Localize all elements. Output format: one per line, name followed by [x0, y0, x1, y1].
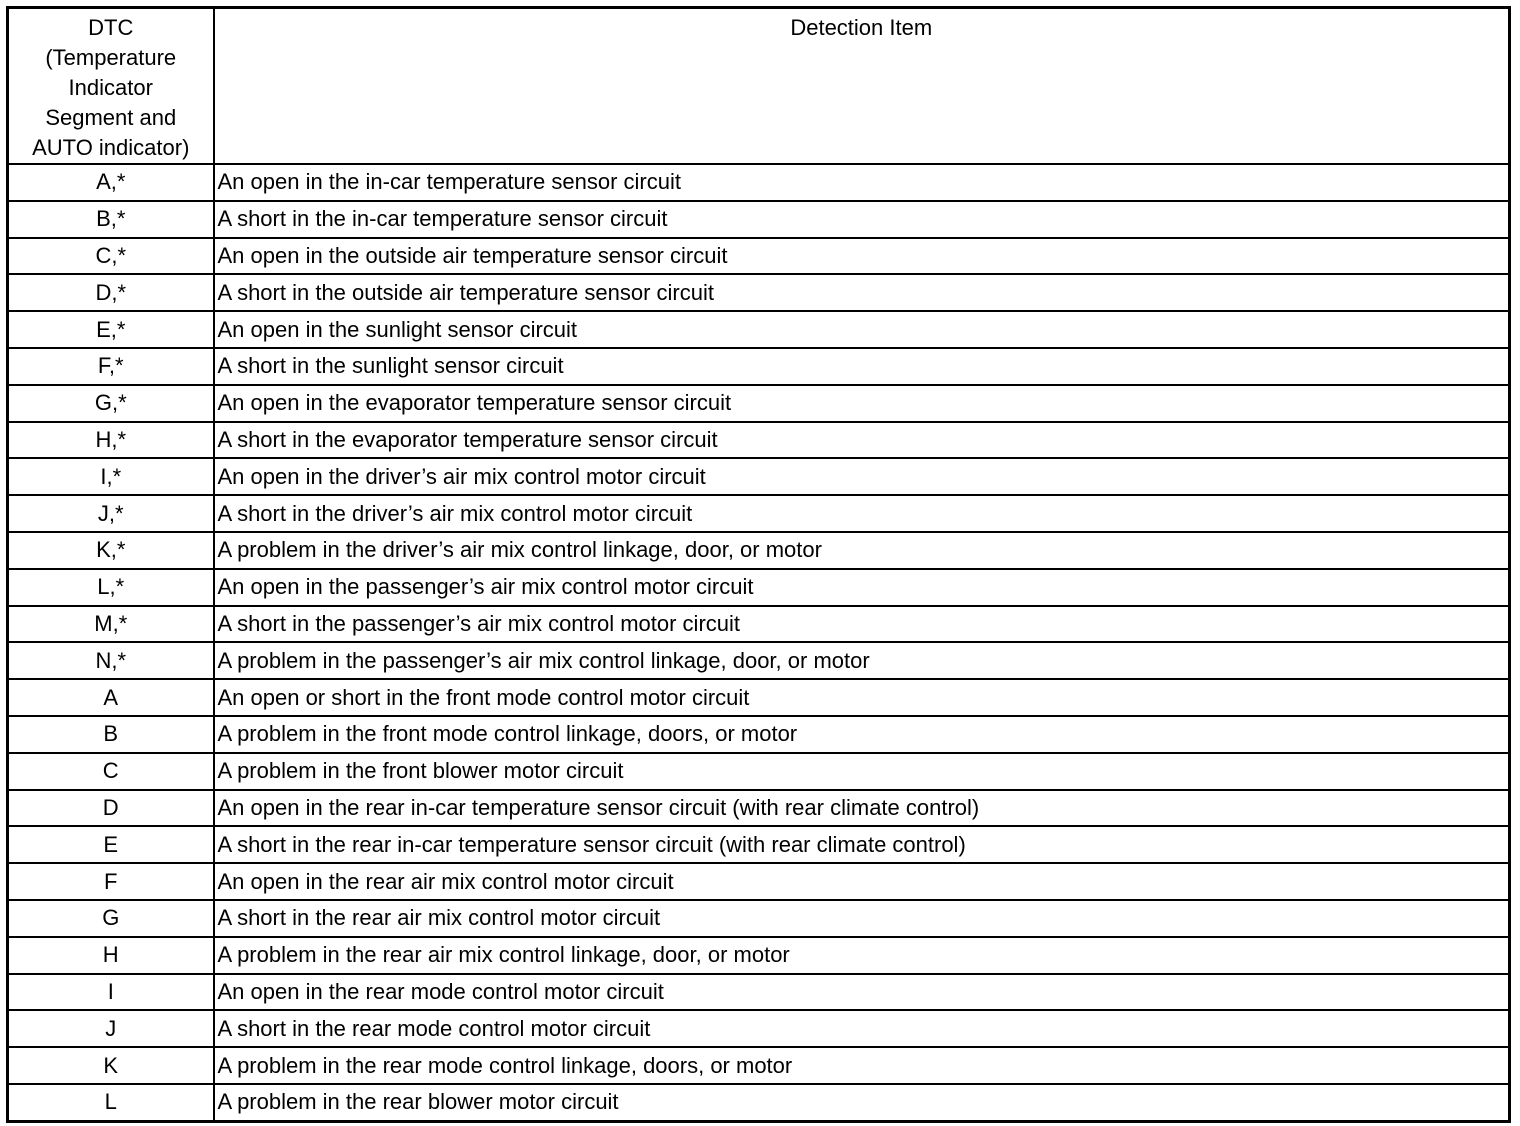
- dtc-code-cell: D: [8, 790, 214, 827]
- detection-item-cell: A problem in the rear air mix control linkage, door, or motor: [214, 937, 1510, 974]
- table-row: [8, 238, 1510, 275]
- table-row: [8, 679, 1510, 716]
- detection-item-cell: A short in the passenger’s air mix control motor circuit: [214, 606, 1510, 643]
- table-row: [8, 716, 1510, 753]
- table-row: [8, 753, 1510, 790]
- dtc-code-cell: L: [8, 1084, 214, 1121]
- dtc-code-cell: J: [8, 1010, 214, 1047]
- detection-item-cell: An open in the driver’s air mix control motor circuit: [214, 458, 1510, 495]
- table-row: [8, 164, 1510, 201]
- dtc-code-cell: H,*: [8, 422, 214, 459]
- dtc-code-cell: N,*: [8, 642, 214, 679]
- table-row: [8, 495, 1510, 532]
- detection-item-cell: A short in the sunlight sensor circuit: [214, 348, 1510, 385]
- dtc-header-line: Indicator: [68, 75, 153, 100]
- dtc-code-cell: I: [8, 974, 214, 1011]
- detection-item-cell: A short in the outside air temperature sensor circuit: [214, 274, 1510, 311]
- dtc-code-cell: J,*: [8, 495, 214, 532]
- detection-item-cell: A short in the rear mode control motor circuit: [214, 1010, 1510, 1047]
- dtc-code-cell: A,*: [8, 164, 214, 201]
- table-row: [8, 274, 1510, 311]
- table-row: [8, 1010, 1510, 1047]
- table-row: [8, 790, 1510, 827]
- detection-item-cell: An open in the rear air mix control motor circuit: [214, 863, 1510, 900]
- detection-item-cell: A short in the rear air mix control motor circuit: [214, 900, 1510, 937]
- dtc-code-cell: M,*: [8, 606, 214, 643]
- dtc-code-cell: K: [8, 1047, 214, 1084]
- detection-item-cell: An open in the evaporator temperature sensor circuit: [214, 385, 1510, 422]
- table-row: [8, 422, 1510, 459]
- detection-item-cell: An open in the rear in-car temperature sensor circuit (with rear climate control): [214, 790, 1510, 827]
- detection-item-cell: An open in the in-car temperature sensor circuit: [214, 164, 1510, 201]
- dtc-table: [6, 6, 1511, 1123]
- table-row: [8, 458, 1510, 495]
- dtc-header-line: (Temperature: [45, 45, 177, 70]
- table-row: [8, 937, 1510, 974]
- dtc-header-line: Segment and: [45, 105, 177, 130]
- dtc-code-cell: E: [8, 826, 214, 863]
- detection-item-cell: A problem in the passenger’s air mix control linkage, door, or motor: [214, 642, 1510, 679]
- dtc-code-cell: G: [8, 900, 214, 937]
- table-row: [8, 642, 1510, 679]
- table-row: [8, 863, 1510, 900]
- detection-item-cell: An open or short in the front mode control motor circuit: [214, 679, 1510, 716]
- detection-item-cell: An open in the passenger’s air mix control motor circuit: [214, 569, 1510, 606]
- detection-item-cell: An open in the rear mode control motor circuit: [214, 974, 1510, 1011]
- dtc-header-line: DTC: [88, 15, 134, 40]
- dtc-code-cell: L,*: [8, 569, 214, 606]
- dtc-code-cell: B,*: [8, 201, 214, 238]
- table-row: [8, 826, 1510, 863]
- dtc-code-cell: F,*: [8, 348, 214, 385]
- detection-item-cell: A problem in the rear blower motor circuit: [214, 1084, 1510, 1121]
- detection-item-column-header: Detection Item: [214, 8, 1510, 165]
- detection-item-cell: A short in the rear in-car temperature sensor circuit (with rear climate control): [214, 826, 1510, 863]
- table-row: [8, 1047, 1510, 1084]
- detection-item-cell: An open in the outside air temperature sensor circuit: [214, 238, 1510, 275]
- dtc-column-header: [8, 8, 214, 165]
- dtc-code-cell: C,*: [8, 238, 214, 275]
- dtc-code-cell: D,*: [8, 274, 214, 311]
- dtc-code-cell: B: [8, 716, 214, 753]
- detection-item-cell: An open in the sunlight sensor circuit: [214, 311, 1510, 348]
- table-row: [8, 385, 1510, 422]
- detection-item-cell: A problem in the rear mode control linkage, doors, or motor: [214, 1047, 1510, 1084]
- dtc-header-line: AUTO indicator): [32, 135, 190, 160]
- detection-item-cell: A problem in the front mode control linkage, doors, or motor: [214, 716, 1510, 753]
- dtc-code-cell: K,*: [8, 532, 214, 569]
- header-row: [8, 8, 1510, 165]
- detection-item-cell: A problem in the driver’s air mix control linkage, door, or motor: [214, 532, 1510, 569]
- detection-item-cell: A short in the driver’s air mix control motor circuit: [214, 495, 1510, 532]
- dtc-code-cell: A: [8, 679, 214, 716]
- table-row: [8, 974, 1510, 1011]
- dtc-code-cell: E,*: [8, 311, 214, 348]
- table-row: [8, 532, 1510, 569]
- table-row: [8, 569, 1510, 606]
- detection-item-cell: A problem in the front blower motor circuit: [214, 753, 1510, 790]
- table-row: [8, 201, 1510, 238]
- detection-item-cell: A short in the evaporator temperature sensor circuit: [214, 422, 1510, 459]
- table-row: [8, 311, 1510, 348]
- table-row: [8, 1084, 1510, 1121]
- table-row: [8, 606, 1510, 643]
- dtc-code-cell: F: [8, 863, 214, 900]
- dtc-code-cell: I,*: [8, 458, 214, 495]
- detection-item-cell: A short in the in-car temperature sensor circuit: [214, 201, 1510, 238]
- dtc-code-cell: H: [8, 937, 214, 974]
- dtc-code-cell: C: [8, 753, 214, 790]
- table-row: [8, 348, 1510, 385]
- dtc-code-cell: G,*: [8, 385, 214, 422]
- table-row: [8, 900, 1510, 937]
